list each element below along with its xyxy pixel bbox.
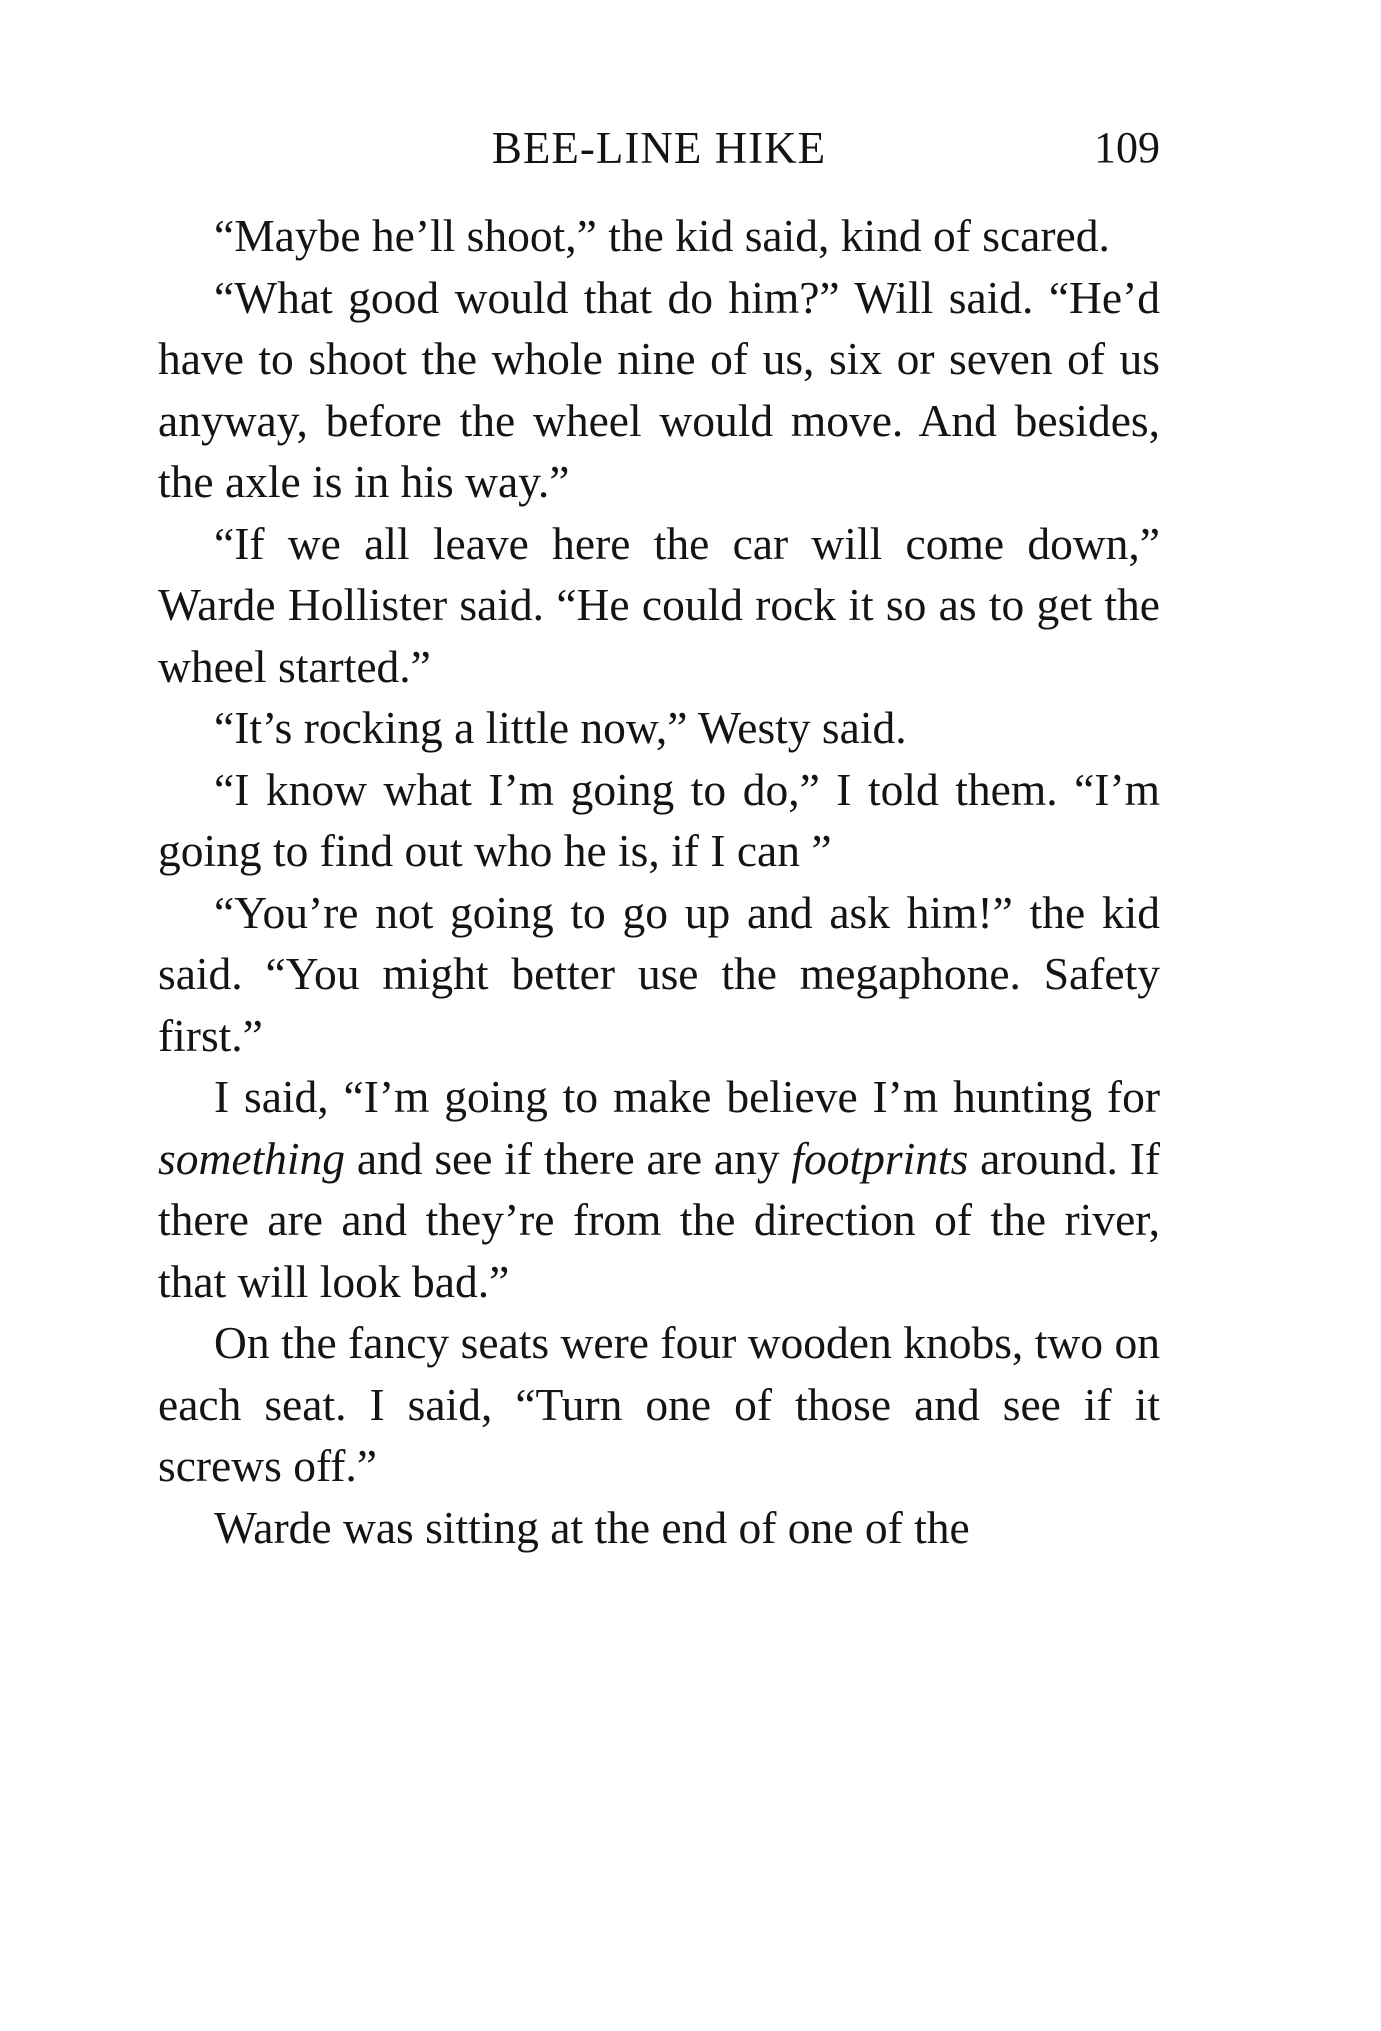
paragraph: “You’re not going to go up and ask him!” the kid said. “You might better use the megaphone. Safety first.”: [158, 886, 1160, 1061]
page-number: 109: [1094, 123, 1160, 172]
paragraph: “Maybe he’ll shoot,” the kid said, kind of scared.: [214, 210, 1110, 261]
paragraph: “I know what I’m going to do,” I told them. “I’m going to find out who he is, if I can ”: [158, 763, 1160, 876]
paragraph: “It’s rocking a little now,” Westy said.: [214, 702, 907, 753]
running-head: [158, 118, 1160, 178]
paragraph: “If we all leave here the car will come down,” Warde Hollister said. “He could rock it so as to get the wheel started.”: [158, 517, 1160, 692]
paragraph-text: around. If there are and they’re from the direction of the river, that will look bad.”: [158, 1132, 1160, 1307]
paragraph-text: I said, “I’m going to make believe I’m hunting for: [214, 1071, 1160, 1122]
paragraph: On the fancy seats were four wooden knobs, two on each seat. I said, “Turn one of those and see if it screws off.”: [158, 1317, 1160, 1491]
body-text: [158, 205, 1160, 1558]
italic-word: footprints: [791, 1132, 969, 1184]
italic-word: something: [158, 1132, 346, 1184]
paragraph: [158, 1066, 1160, 1312]
running-title: BEE-LINE HIKE: [491, 123, 827, 173]
paragraph-text: and see if there are any: [345, 1132, 792, 1184]
paragraph: “What good would that do him?” Will said. “He’d have to shoot the whole nine of us, six or seven of us anyway, before the wheel would move. And besides, the axle is in his way.”: [158, 271, 1160, 507]
paragraph: Warde was sitting at the end of one of the: [214, 1501, 970, 1553]
